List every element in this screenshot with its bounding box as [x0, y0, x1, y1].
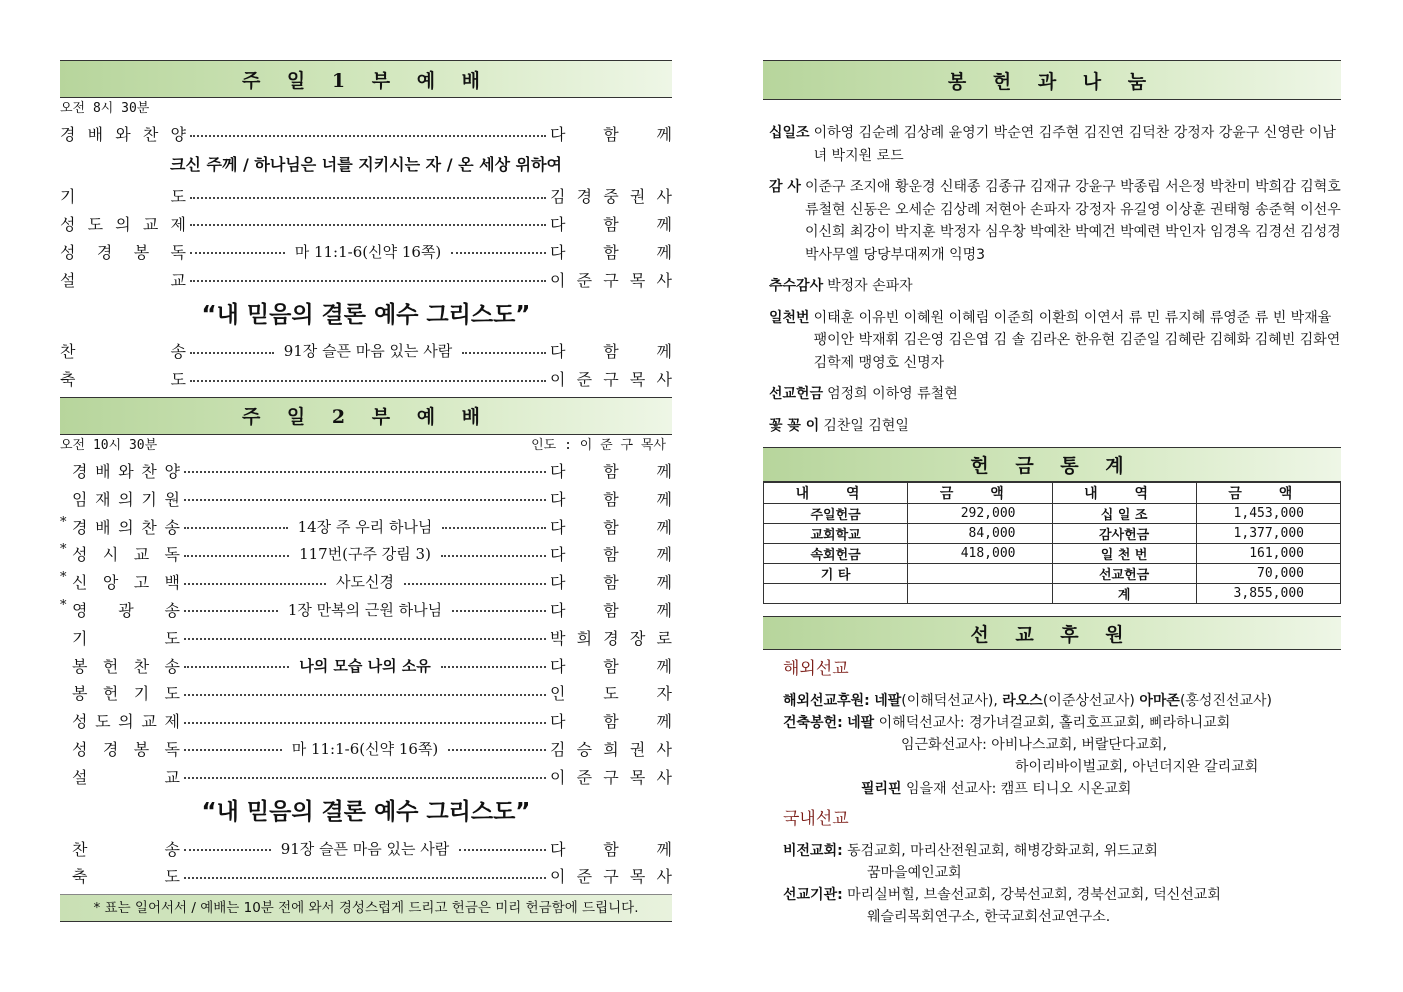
order-person: 인 도 자 — [550, 684, 672, 704]
leader-dots — [184, 555, 289, 557]
order-label: * 경 배 의 찬 송 — [60, 514, 180, 537]
leader-dots — [184, 777, 546, 779]
order-item — [60, 265, 672, 293]
order-person: 다 함 께 — [550, 461, 672, 481]
order-detail: 마 11:1-6(신약 16쪽) — [294, 242, 442, 261]
stats-cell — [908, 584, 1052, 604]
order-label: 축 도 — [60, 370, 186, 390]
stats-cell: 1,453,000 — [1196, 504, 1340, 524]
leader-dots — [190, 352, 274, 354]
offering-group — [769, 176, 1341, 266]
leader-dots — [190, 135, 546, 137]
offering-group — [769, 122, 1341, 167]
order-person: 다 함 께 — [550, 600, 673, 620]
offering-title: 봉 헌 과 나 눔 — [763, 60, 1341, 100]
leader-dots — [184, 638, 546, 640]
offering-category: 십일조 — [769, 125, 810, 141]
order-person: 다 함 께 — [550, 489, 672, 509]
stats-cell: 주일헌금 — [764, 504, 908, 524]
offering-names: 엄정희 이하영 류철현 — [827, 386, 958, 402]
order-detail: 사도신경 — [336, 573, 394, 592]
order-detail: 91장 슬픈 마음 있는 사람 — [280, 839, 450, 858]
order-item — [60, 182, 672, 210]
order-item — [72, 623, 672, 651]
order-item — [72, 735, 672, 763]
domestic-heading: 국내선교 — [783, 809, 849, 829]
vision-churches: 비전교회: 동검교회, 마리산전원교회, 해병강화교회, 위드교회 — [783, 843, 1158, 859]
stats-header-cell: 내 역 — [1052, 483, 1196, 504]
stats-cell: 84,000 — [908, 524, 1052, 544]
stats-header-cell: 금 액 — [908, 483, 1052, 504]
order-person: 다 함 께 — [550, 656, 672, 676]
order-person: 다 함 께 — [550, 839, 673, 859]
order-detail: 나의 모습 나의 소유 — [299, 656, 431, 675]
philippines-support: 필리핀 임을재 선교사: 캠프 티니오 시온교회 — [861, 781, 1132, 797]
stats-row — [764, 504, 1341, 524]
vision-churches-2: 꿈마을예인교회 — [867, 865, 962, 881]
service2-time: 오전 10시 30분 — [60, 437, 158, 453]
leader-dots — [442, 527, 546, 529]
leader-dots — [404, 583, 546, 585]
mission-title: 선 교 후 원 — [763, 616, 1341, 650]
order-label: 성 경 봉 독 — [60, 242, 186, 262]
order-detail: 117번(구주 강림 3) — [299, 545, 431, 564]
order-person: 다 함 께 — [550, 125, 672, 145]
order-item — [60, 596, 673, 624]
stats-cell — [764, 584, 908, 604]
service2-time-row — [60, 435, 672, 457]
offering-category: 추수감사 — [769, 278, 824, 294]
order-label: 경 배 와 찬 양 — [72, 461, 180, 481]
order-label: 성 도 의 교 제 — [60, 214, 186, 234]
offering-names: 박정자 손파자 — [827, 278, 913, 294]
leader-dots — [448, 749, 546, 751]
order-item — [72, 762, 672, 790]
order-label: 찬 송 — [72, 839, 180, 859]
order-person: 다 함 께 — [550, 214, 672, 234]
order-item — [60, 365, 672, 393]
leader-dots — [452, 610, 546, 612]
order-person: 이 준 구 목 사 — [550, 370, 672, 390]
offering-category: 감 사 — [769, 179, 801, 195]
mission-orgs-2: 웨슬리목회연구소, 한국교회선교연구소. — [867, 909, 1111, 925]
order-label: 성 도 의 교 제 — [72, 712, 180, 732]
order-person: 이 준 구 목 사 — [550, 270, 672, 290]
leader-dots — [190, 224, 546, 226]
mission-section — [783, 658, 1341, 928]
offering-names: 이태훈 이유빈 이혜원 이혜림 이준희 이환희 이연서 류 민 류지혜 류영준 류 빈 박재율 팽이안 박재휘 김은영 김은엽 김 솔 김라온 한유현 김준일 김혜란 김혜화 김혜빈 김화연 김학제 맹영호 신명자 — [813, 309, 1341, 371]
offering-category: 선교헌금 — [769, 386, 824, 402]
order-label: 봉 헌 기 도 — [72, 684, 180, 704]
order-detail: 마 11:1-6(신약 16쪽) — [291, 739, 439, 758]
order-person: 다 함 께 — [550, 517, 673, 537]
leader-dots — [451, 252, 546, 254]
offering-stats-table — [763, 482, 1341, 604]
sermon-title-2: “내 믿음의 결론 예수 그리스도” — [201, 799, 531, 826]
order-item — [60, 337, 672, 365]
leader-dots — [184, 722, 546, 724]
stats-header-row — [764, 483, 1341, 504]
offering-category: 꽃 꽂 이 — [769, 417, 820, 434]
order-item — [72, 679, 672, 707]
offering-group — [769, 307, 1341, 375]
order-label: 임 재 의 기 원 — [72, 489, 180, 509]
right-column — [763, 60, 1341, 928]
order-person: 다 함 께 — [550, 545, 672, 565]
stats-cell: 70,000 — [1196, 564, 1340, 584]
order-detail: 91장 슬픈 마음 있는 사람 — [283, 342, 453, 361]
leader-dots — [190, 252, 285, 254]
order-label: 경 배 와 찬 양 — [60, 125, 186, 145]
order-label: 기 도 — [72, 628, 180, 648]
order-item — [72, 484, 672, 512]
leader-dots — [462, 352, 546, 354]
stats-row — [764, 524, 1341, 544]
building-support: 건축봉헌: 네팔 이해덕선교사: 경가녀걸교회, 홀리호프교회, 삐라하니교회 — [783, 715, 1231, 731]
order-item — [60, 210, 672, 238]
order-item — [60, 512, 673, 540]
leader-dots — [190, 380, 546, 382]
order-person: 이 준 구 목 사 — [550, 867, 672, 887]
stats-cell: 선교헌금 — [1052, 564, 1196, 584]
stats-cell — [908, 564, 1052, 584]
leader-dots — [184, 583, 326, 585]
stats-cell: 일 천 번 — [1052, 544, 1196, 564]
offering-list — [769, 122, 1341, 437]
order-item — [72, 457, 672, 485]
offering-group — [769, 383, 1341, 406]
order-item — [72, 862, 672, 890]
offering-group — [769, 275, 1341, 298]
stats-cell: 속회헌금 — [764, 544, 908, 564]
stats-title: 헌 금 통 계 — [763, 447, 1341, 482]
stats-cell: 계 — [1052, 584, 1196, 604]
leader-dots — [184, 666, 289, 668]
stats-cell: 3,855,000 — [1196, 584, 1340, 604]
order-label: 축 도 — [72, 867, 180, 887]
stats-cell: 292,000 — [908, 504, 1052, 524]
order-item — [60, 540, 672, 568]
offering-category: 일천번 — [769, 309, 810, 326]
order-label: 봉 헌 찬 송 — [72, 656, 180, 676]
leader-dots — [184, 471, 546, 473]
leader-dots — [184, 749, 282, 751]
leader-dots — [441, 555, 546, 557]
leader-dots — [459, 849, 546, 851]
order-person: 이 준 구 목 사 — [550, 767, 672, 787]
praise-songs: 크신 주께 / 하나님은 너를 지키시는 자 / 온 세상 위하여 — [170, 154, 562, 174]
stats-cell: 십 일 조 — [1052, 504, 1196, 524]
standing-note: * 표는 일어서서 / 예배는 10분 전에 와서 경성스럽게 드리고 헌금은 미리 헌금함에 드립니다. — [60, 894, 672, 922]
order-person: 김 경 중 권 사 — [550, 187, 672, 207]
offering-names: 김찬일 김현일 — [823, 417, 909, 434]
stats-row — [764, 544, 1341, 564]
order-person: 다 함 께 — [550, 342, 673, 362]
left-column — [60, 60, 672, 922]
order-person: 다 함 께 — [550, 712, 672, 732]
order-item — [72, 651, 672, 679]
order-label: 찬 송 — [60, 342, 186, 362]
order-label: 설 교 — [60, 270, 186, 290]
service1-time: 오전 8시 30분 — [60, 101, 150, 116]
stats-cell: 418,000 — [908, 544, 1052, 564]
stats-row — [764, 584, 1341, 604]
overseas-support: 해외선교후원: 네팔 (이해덕선교사), 라오스 (이준상선교사) 아마존 (홍성진선교사) — [783, 693, 1273, 709]
order-person: 다 함 께 — [550, 573, 672, 593]
stats-cell: 교회학교 — [764, 524, 908, 544]
service2-title: 주 일 2 부 예 배 — [60, 397, 672, 435]
stats-header-cell: 금 액 — [1196, 483, 1340, 504]
order-item — [60, 120, 672, 148]
order-item — [72, 707, 672, 735]
stats-cell: 기 타 — [764, 564, 908, 584]
stats-cell: 감사헌금 — [1052, 524, 1196, 544]
order-label: * 성 시 교 독 — [60, 542, 180, 565]
order-detail: 1장 만복의 근원 하나님 — [287, 600, 443, 619]
order-label: 성 경 봉 독 — [72, 739, 180, 759]
leader-dots — [184, 849, 271, 851]
building-line-3: 하이리바이벌교회, 아넌더지완 갈리교회 — [1015, 759, 1259, 775]
stats-row — [764, 564, 1341, 584]
leader-dots — [184, 610, 278, 612]
order-item — [60, 237, 672, 265]
leader-dots — [184, 694, 546, 696]
order-label: * 영 광 송 — [60, 597, 180, 620]
leader-dots — [190, 197, 546, 199]
order-label: 설 교 — [72, 767, 180, 787]
order-person: 박 희 경 장 로 — [550, 628, 672, 648]
building-line-2: 임근화선교사: 아비나스교회, 버랄단다교회, — [901, 737, 1167, 753]
order-label: * 신 앙 고 백 — [60, 570, 180, 593]
service2-leader: 인도 : 이 준 구 목사 — [531, 437, 666, 453]
offering-names: 이준구 조지애 황운경 신태종 김종규 김재규 강윤구 박종립 서은정 박찬미 박희감 김혁호 류철현 신동은 오세순 김상례 저현아 손파자 강정자 유길영 이상훈 권태형 송준혁 이선우 이신희 최강이 박지훈 박정자 심우창 박예찬 박예건 박예련 박인자 임경옥 김경선 김성경 박사무엘 당당부대찌개 익명3 — [804, 179, 1341, 263]
stats-cell: 161,000 — [1196, 544, 1340, 564]
order-detail: 14장 주 우리 하나님 — [297, 517, 433, 536]
leader-dots — [184, 877, 546, 879]
service1-title: 주 일 1 부 예 배 — [60, 60, 672, 98]
order-item — [60, 568, 672, 596]
offering-group — [769, 415, 1341, 438]
mission-orgs: 선교기관: 마리실버힐, 브솔선교회, 강북선교회, 경북선교회, 덕신선교회 — [783, 887, 1221, 903]
leader-dots — [184, 527, 288, 529]
order-person: 다 함 께 — [550, 242, 672, 262]
order-item — [72, 834, 672, 862]
leader-dots — [184, 499, 546, 501]
order-label: 기 도 — [60, 187, 186, 207]
leader-dots — [190, 280, 546, 282]
overseas-heading: 해외선교 — [783, 659, 849, 679]
sermon-title-1: “내 믿음의 결론 예수 그리스도” — [201, 301, 531, 328]
stats-header-cell: 내 역 — [764, 483, 908, 504]
offering-names: 이하영 김순례 김상례 윤영기 박순연 김주현 김진연 김덕찬 강정자 강윤구 신영란 이남녀 박지원 로드 — [813, 125, 1336, 164]
stats-cell: 1,377,000 — [1196, 524, 1340, 544]
leader-dots — [441, 666, 546, 668]
order-person: 김 승 희 권 사 — [550, 739, 672, 759]
